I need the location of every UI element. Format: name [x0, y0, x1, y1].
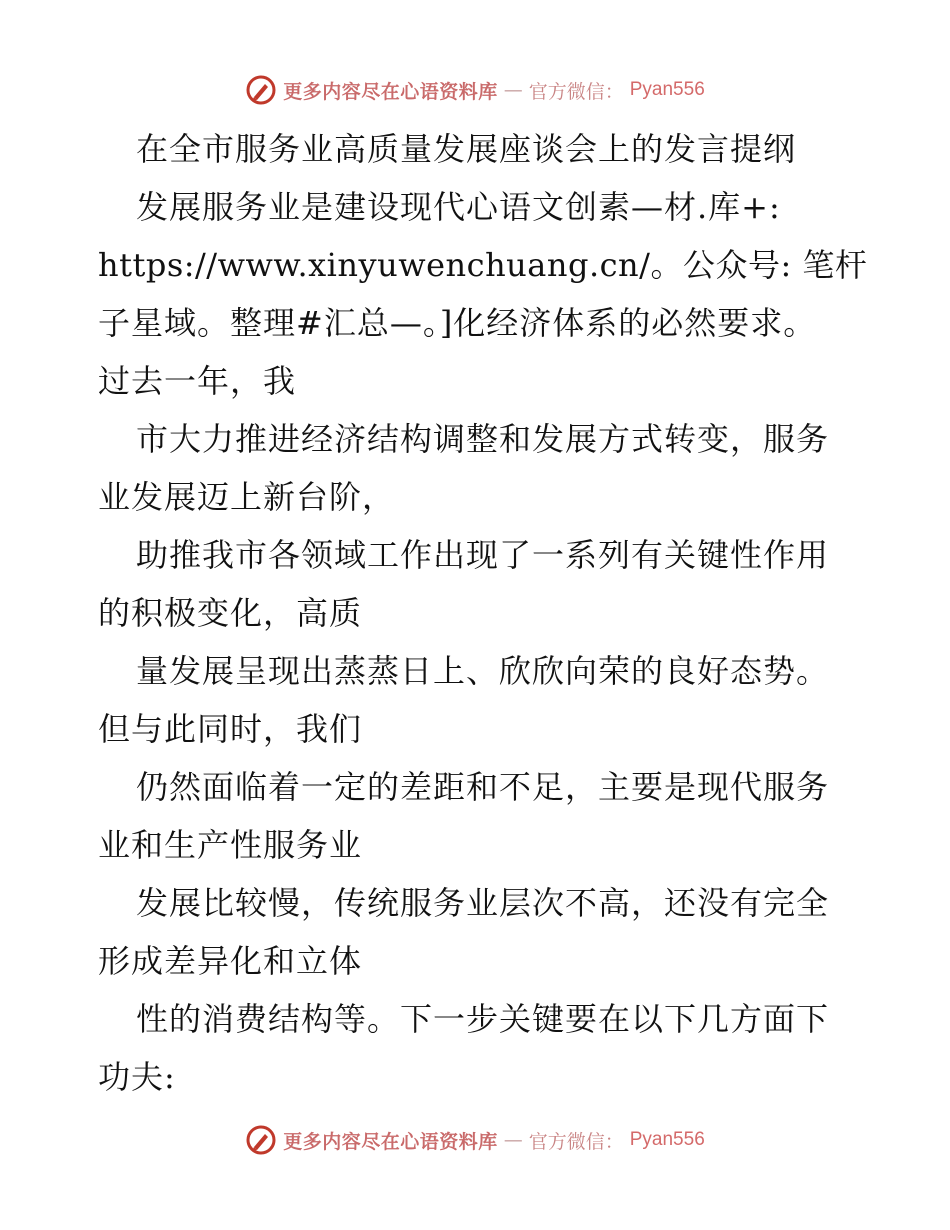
paragraph-line: 性的消费结构等。下一步关键要在以下几方面下 — [136, 1000, 830, 1038]
banner-wechat-label: 官方微信： — [528, 1130, 624, 1153]
paragraph-line: 仍然面临着一定的差距和不足，主要是现代服务 — [136, 768, 830, 806]
paragraph-line: 但与此同时，我们 — [98, 710, 363, 748]
paragraph-line: https://www.xinyuwenchuang.cn/。公众号: 笔杆 — [98, 246, 868, 284]
paragraph-line: 量发展呈现出蒸蒸日上、欣欣向荣的良好态势。 — [136, 652, 830, 690]
paragraph-line: 业发展迈上新台阶， — [98, 478, 396, 516]
footer-banner — [0, 1122, 950, 1158]
paragraph-line: 发展服务业是建设现代心语文创素—材.库+: — [136, 188, 781, 226]
pen-seal-logo-icon — [245, 1124, 277, 1156]
pen-seal-logo-icon — [245, 74, 277, 106]
paragraph-line: 助推我市各领域工作出现了一系列有关键性作用 — [136, 536, 830, 574]
paragraph-line: 形成差异化和立体 — [98, 942, 363, 980]
banner-dash: — — [503, 1129, 523, 1151]
header-banner — [0, 72, 950, 108]
paragraph-line: 市大力推进经济结构调整和发展方式转变，服务 — [136, 420, 830, 458]
banner-wechat-id: Pyan556 — [629, 1129, 705, 1150]
document-title: 在全市服务业高质量发展座谈会上的发言提纲 — [136, 130, 797, 168]
paragraph-line: 子星域。整理#汇总—。]化经济体系的必然要求。 — [98, 304, 817, 342]
paragraph-line: 的积极变化，高质 — [98, 594, 363, 632]
banner-main-text: 更多内容尽在心语资料库 — [283, 80, 498, 103]
banner-main-text: 更多内容尽在心语资料库 — [283, 1130, 498, 1153]
banner-wechat-label: 官方微信： — [528, 80, 624, 103]
paragraph-line: 过去一年，我 — [98, 362, 297, 400]
banner-wechat-id: Pyan556 — [629, 79, 705, 100]
paragraph-line: 功夫: — [98, 1058, 176, 1096]
paragraph-line: 业和生产性服务业 — [98, 826, 363, 864]
banner-dash: — — [503, 79, 523, 101]
document-body — [98, 120, 868, 1106]
paragraph-line: 发展比较慢，传统服务业层次不高，还没有完全 — [136, 884, 830, 922]
